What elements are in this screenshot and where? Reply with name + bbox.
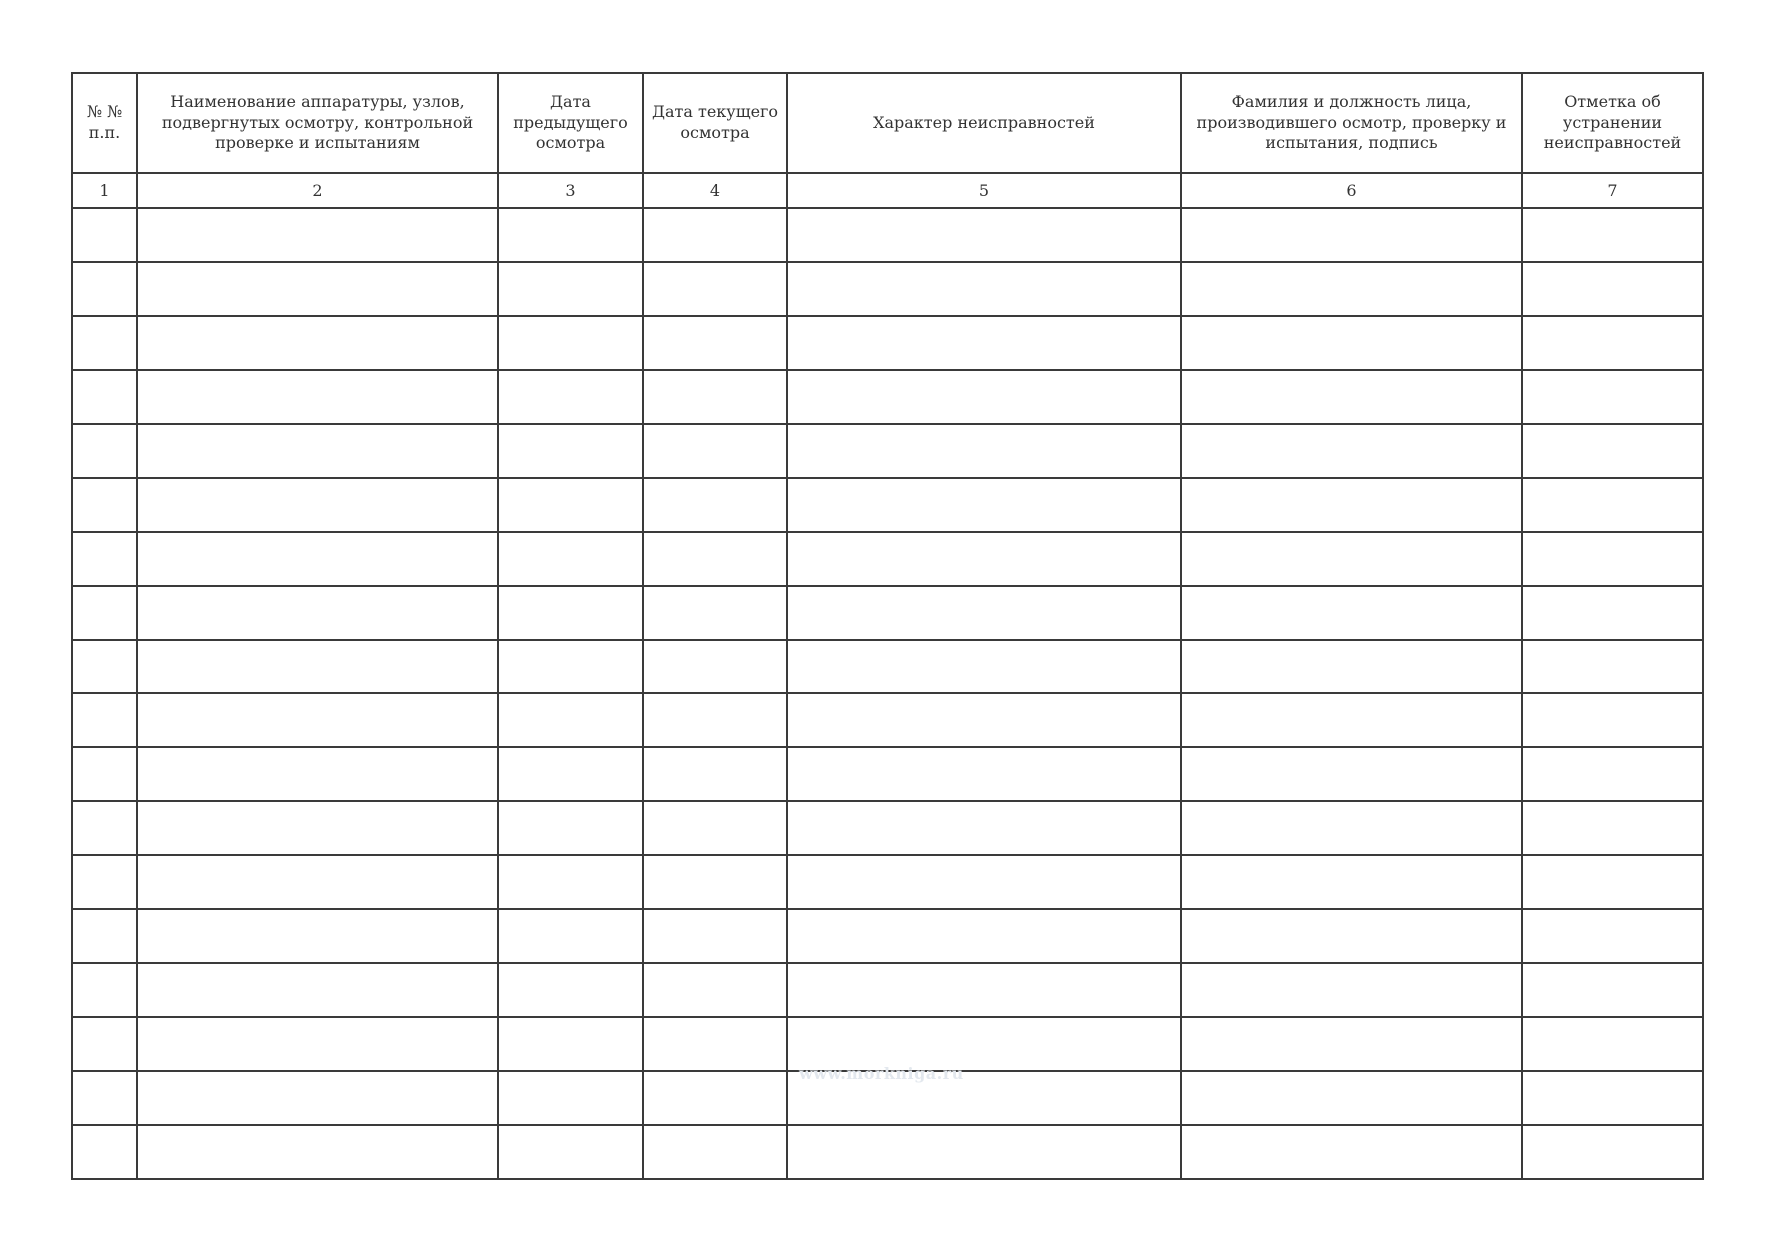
table-row — [72, 855, 1703, 909]
table-cell[interactable] — [643, 370, 787, 424]
table-cell[interactable] — [643, 424, 787, 478]
table-cell[interactable] — [137, 963, 498, 1017]
table-cell[interactable] — [72, 1125, 137, 1179]
table-cell[interactable] — [137, 586, 498, 640]
watermark: www.morkniga.ru — [799, 1064, 964, 1083]
table-cell[interactable] — [1522, 693, 1703, 747]
table-cell[interactable] — [498, 963, 643, 1017]
table-cell[interactable] — [1522, 1017, 1703, 1071]
header-previous-date: Дата предыдущего осмотра — [498, 73, 643, 173]
table-cell[interactable] — [498, 424, 643, 478]
inspection-log-table — [71, 72, 1704, 1180]
table-cell[interactable] — [643, 478, 787, 532]
table-cell[interactable] — [498, 640, 643, 694]
table-row — [72, 747, 1703, 801]
table-cell[interactable] — [72, 1017, 137, 1071]
table-cell[interactable] — [787, 963, 1181, 1017]
column-number: 1 — [72, 173, 137, 208]
table-cell[interactable] — [1181, 478, 1522, 532]
table-cell[interactable] — [137, 208, 498, 262]
table-cell[interactable] — [498, 532, 643, 586]
table-row — [72, 640, 1703, 694]
table-row — [72, 1125, 1703, 1179]
table-cell[interactable] — [137, 801, 498, 855]
table-cell[interactable] — [643, 1017, 787, 1071]
table-cell[interactable] — [643, 262, 787, 316]
table-cell[interactable] — [787, 801, 1181, 855]
table-cell[interactable] — [137, 1125, 498, 1179]
table-cell[interactable] — [72, 262, 137, 316]
table-cell[interactable] — [1181, 963, 1522, 1017]
table-cell[interactable] — [137, 370, 498, 424]
table-cell[interactable] — [1181, 1071, 1522, 1125]
table-cell[interactable] — [1522, 640, 1703, 694]
table-cell[interactable] — [1522, 963, 1703, 1017]
table-cell[interactable] — [498, 262, 643, 316]
table-cell[interactable] — [1181, 855, 1522, 909]
table-cell[interactable] — [1522, 586, 1703, 640]
table-cell[interactable] — [787, 640, 1181, 694]
table-row — [72, 801, 1703, 855]
table-body — [72, 208, 1703, 1179]
header-fault-nature: Характер неисправностей — [787, 73, 1181, 173]
table-cell[interactable] — [72, 316, 137, 370]
table-cell[interactable] — [787, 478, 1181, 532]
table-cell[interactable] — [643, 693, 787, 747]
table-cell[interactable] — [498, 586, 643, 640]
table-cell[interactable] — [643, 640, 787, 694]
table-cell[interactable] — [498, 1071, 643, 1125]
table-cell[interactable] — [787, 1017, 1181, 1071]
table-cell[interactable] — [643, 1071, 787, 1125]
table-cell[interactable] — [72, 532, 137, 586]
column-number-row — [72, 173, 1703, 208]
table-cell[interactable] — [72, 640, 137, 694]
table-cell[interactable] — [137, 1071, 498, 1125]
table-cell[interactable] — [787, 909, 1181, 963]
table-row — [72, 424, 1703, 478]
table-cell[interactable] — [643, 747, 787, 801]
header-fault-fixed-mark: Отметка об устранении неисправностей — [1522, 73, 1703, 173]
table-row — [72, 478, 1703, 532]
table-row — [72, 262, 1703, 316]
table-row — [72, 1017, 1703, 1071]
table-cell[interactable] — [72, 1071, 137, 1125]
table-cell[interactable] — [1522, 1071, 1703, 1125]
table-cell[interactable] — [643, 801, 787, 855]
column-number: 6 — [1181, 173, 1522, 208]
table-cell[interactable] — [1181, 801, 1522, 855]
table-cell[interactable] — [1522, 855, 1703, 909]
table-cell[interactable] — [643, 208, 787, 262]
column-number: 7 — [1522, 173, 1703, 208]
table-cell[interactable] — [1181, 532, 1522, 586]
table-cell[interactable] — [787, 424, 1181, 478]
header-current-date: Дата текущего осмотра — [643, 73, 787, 173]
table-cell[interactable] — [137, 693, 498, 747]
column-number: 4 — [643, 173, 787, 208]
table-cell[interactable] — [72, 747, 137, 801]
table-cell[interactable] — [72, 801, 137, 855]
table-cell[interactable] — [498, 855, 643, 909]
table-cell[interactable] — [787, 747, 1181, 801]
table-cell[interactable] — [72, 909, 137, 963]
header-number: № № п.п. — [72, 73, 137, 173]
table-row — [72, 208, 1703, 262]
table-cell[interactable] — [1181, 316, 1522, 370]
table-cell[interactable] — [72, 424, 137, 478]
table-cell[interactable] — [498, 1125, 643, 1179]
table-cell[interactable] — [1522, 909, 1703, 963]
table-cell[interactable] — [498, 478, 643, 532]
table-cell[interactable] — [787, 370, 1181, 424]
table-cell[interactable] — [498, 316, 643, 370]
table-cell[interactable] — [1181, 747, 1522, 801]
table-cell[interactable] — [72, 370, 137, 424]
table-cell[interactable] — [787, 208, 1181, 262]
header-inspector: Фамилия и должность лица, производившего осмотр, проверку и испытания, подпись — [1181, 73, 1522, 173]
table-cell[interactable] — [498, 370, 643, 424]
table-cell[interactable] — [498, 1017, 643, 1071]
table-cell[interactable] — [1522, 532, 1703, 586]
table-cell[interactable] — [72, 855, 137, 909]
table-row — [72, 586, 1703, 640]
table-cell[interactable] — [1181, 1125, 1522, 1179]
table-cell[interactable] — [72, 208, 137, 262]
column-number: 3 — [498, 173, 643, 208]
table-row — [72, 963, 1703, 1017]
table-row — [72, 370, 1703, 424]
table-cell[interactable] — [498, 909, 643, 963]
table-cell[interactable] — [643, 316, 787, 370]
table-cell[interactable] — [498, 747, 643, 801]
header-row — [72, 73, 1703, 173]
column-number: 5 — [787, 173, 1181, 208]
table-cell[interactable] — [137, 478, 498, 532]
table-cell[interactable] — [1522, 1125, 1703, 1179]
table-cell[interactable] — [787, 1125, 1181, 1179]
table-cell[interactable] — [1181, 208, 1522, 262]
table-cell[interactable] — [643, 586, 787, 640]
table-cell[interactable] — [137, 640, 498, 694]
table-cell[interactable] — [72, 963, 137, 1017]
table-row — [72, 909, 1703, 963]
table-cell[interactable] — [787, 693, 1181, 747]
header-equipment-name: Наименование аппаратуры, узлов, подвергнутых осмотру, контрольной проверке и испытаниям — [137, 73, 498, 173]
table-cell[interactable] — [137, 424, 498, 478]
table-cell[interactable] — [1522, 424, 1703, 478]
table-cell[interactable] — [1522, 208, 1703, 262]
table-cell[interactable] — [1522, 262, 1703, 316]
table-cell[interactable] — [1181, 640, 1522, 694]
table-cell[interactable] — [137, 316, 498, 370]
table-cell[interactable] — [72, 478, 137, 532]
table-cell[interactable] — [72, 693, 137, 747]
table-cell[interactable] — [787, 586, 1181, 640]
table-cell[interactable] — [643, 1125, 787, 1179]
table-cell[interactable] — [1181, 1017, 1522, 1071]
table-cell[interactable] — [1522, 478, 1703, 532]
table-cell[interactable] — [787, 855, 1181, 909]
column-number: 2 — [137, 173, 498, 208]
table-cell[interactable] — [643, 963, 787, 1017]
table-cell[interactable] — [1181, 586, 1522, 640]
table-cell[interactable] — [137, 747, 498, 801]
table-cell[interactable] — [1181, 370, 1522, 424]
table-cell[interactable] — [1522, 370, 1703, 424]
table-cell[interactable] — [1181, 262, 1522, 316]
table-cell[interactable] — [787, 316, 1181, 370]
table-cell[interactable] — [1522, 316, 1703, 370]
table-cell[interactable] — [1522, 747, 1703, 801]
table-cell[interactable] — [787, 532, 1181, 586]
table-cell[interactable] — [643, 855, 787, 909]
table-row — [72, 693, 1703, 747]
table-cell[interactable] — [498, 801, 643, 855]
table-cell[interactable] — [787, 262, 1181, 316]
table-cell[interactable] — [498, 693, 643, 747]
table-cell[interactable] — [1181, 424, 1522, 478]
table-cell[interactable] — [137, 855, 498, 909]
table-cell[interactable] — [1181, 693, 1522, 747]
table-row — [72, 316, 1703, 370]
table-cell[interactable] — [643, 532, 787, 586]
table-cell[interactable] — [498, 208, 643, 262]
table-cell[interactable] — [1522, 801, 1703, 855]
table-cell[interactable] — [137, 532, 498, 586]
table-cell[interactable] — [137, 262, 498, 316]
table-cell[interactable] — [1181, 909, 1522, 963]
table-cell[interactable] — [72, 586, 137, 640]
table-cell[interactable] — [137, 909, 498, 963]
table-cell[interactable] — [137, 1017, 498, 1071]
table-cell[interactable] — [643, 909, 787, 963]
table-row — [72, 532, 1703, 586]
